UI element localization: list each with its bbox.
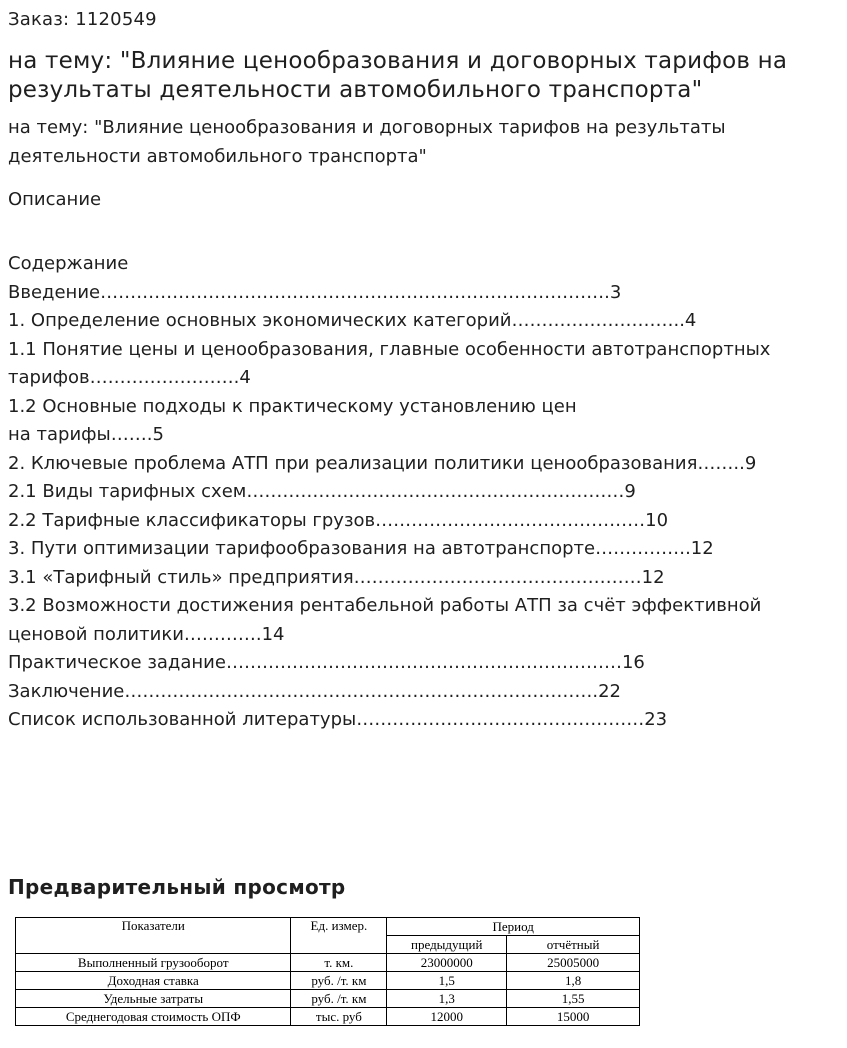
page-title: на тему: "Влияние ценообразования и договорных тарифов на результаты деятельности автомобильного транспорта" — [8, 48, 788, 103]
cell-indicator: Выполненный грузооборот — [16, 954, 291, 972]
table-header-row — [16, 918, 640, 936]
toc-line: Практическое задание…………………………………………………………16 — [8, 652, 645, 673]
preview-heading: Предварительный просмотр — [8, 875, 346, 899]
toc-line: 1.2 Основные подходы к практическому установлению цен — [8, 395, 577, 417]
header-period: Период — [387, 918, 640, 936]
cell-unit: тыс. руб — [291, 1008, 387, 1026]
subtitle: на тему: "Влияние ценообразования и договорных тарифов на результаты деятельности автомобильного транспорта" — [8, 117, 726, 167]
cell-unit: руб. /т. км — [291, 972, 387, 990]
toc-line: 1. Определение основных экономических категорий………………………..4 — [8, 310, 697, 331]
cell-reporting: 15000 — [507, 1008, 640, 1026]
toc-line: Введение………………………………………………………………………….3 — [8, 281, 622, 303]
cell-previous: 1,5 — [387, 972, 507, 990]
cell-previous: 23000000 — [387, 954, 507, 972]
header-reporting: отчётный — [507, 936, 640, 954]
toc-line: 3. Пути оптимизации тарифообразования на автотранспорте…………….12 — [8, 538, 714, 559]
toc-line: 2. Ключевые проблема АТП при реализации политики ценообразования……..9 — [8, 452, 757, 474]
toc-line: 3.2 Возможности достижения рентабельной работы АТП за счёт эффективной ценовой политики………….14 — [8, 595, 762, 645]
table-row — [16, 954, 640, 972]
cell-indicator: Среднегодовая стоимость ОПФ — [16, 1008, 291, 1026]
toc-line: 2.2 Тарифные классификаторы грузов………………………………………10 — [8, 509, 669, 531]
cell-previous: 1,3 — [387, 990, 507, 1008]
header-indicator: Показатели — [16, 918, 291, 954]
cell-reporting: 1,8 — [507, 972, 640, 990]
table-row — [16, 1008, 640, 1026]
toc-line: 2.1 Виды тарифных схем………………………………………………………9 — [8, 481, 636, 502]
table-of-contents — [8, 250, 838, 735]
table-row — [16, 972, 640, 990]
toc-line: на тарифы…….5 — [8, 424, 164, 445]
toc-line: 1.1 Понятие цены и ценообразования, главные особенности автотранспортных тарифов…………………….4 — [8, 338, 771, 388]
order-number: Заказ: 1120549 — [8, 9, 157, 30]
header-previous: предыдущий — [387, 936, 507, 954]
cell-unit: руб. /т. км — [291, 990, 387, 1008]
preview-table — [15, 917, 640, 1026]
toc-line: 3.1 «Тарифный стиль» предприятия…………………………………………12 — [8, 566, 665, 588]
description-heading: Описание — [8, 189, 102, 210]
header-unit: Ед. измер. — [291, 918, 387, 954]
cell-indicator: Доходная ставка — [16, 972, 291, 990]
document-page — [8, 0, 838, 735]
toc-line: Заключение…………………………………………………………………….22 — [8, 680, 621, 702]
cell-unit: т. км. — [291, 954, 387, 972]
toc-line: Список использованной литературы…………………………………………23 — [8, 709, 668, 730]
table-row — [16, 990, 640, 1008]
cell-reporting: 1,55 — [507, 990, 640, 1008]
toc-heading: Содержание — [8, 253, 129, 274]
cell-indicator: Удельные затраты — [16, 990, 291, 1008]
cell-reporting: 25005000 — [507, 954, 640, 972]
cell-previous: 12000 — [387, 1008, 507, 1026]
